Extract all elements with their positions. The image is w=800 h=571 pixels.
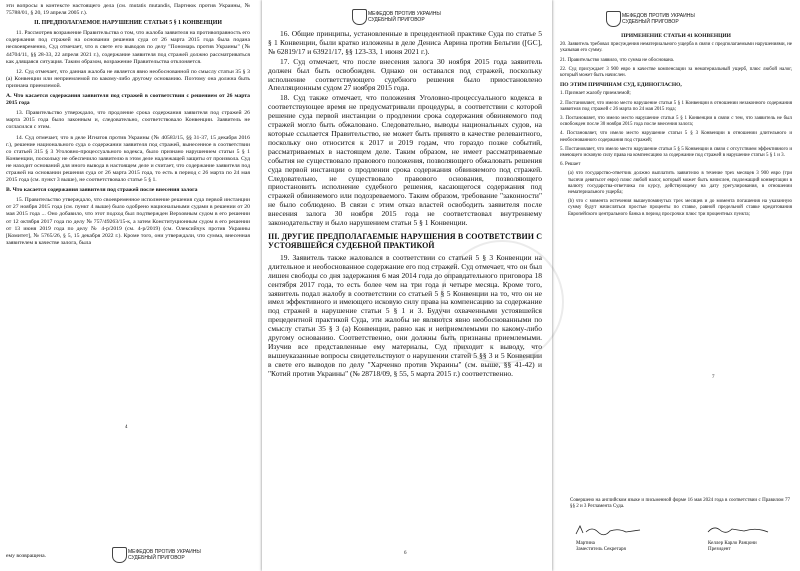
page-number: 7 — [712, 375, 715, 380]
document-page-left — [0, 0, 262, 571]
signatory-role: Заместитель Секретаря — [576, 547, 626, 552]
header-line: СУДЕБНЫЙ ПРИГОВОР — [128, 555, 185, 561]
paragraph: ему возвращена. — [6, 553, 47, 559]
paragraph: 14. Суд отмечает, что в деле Игнатов против Украины (№ 40583/15, §§ 31-37, 15 декабря 2016 г.), решение национального суда о содержании заявителя под стражей, вынесенное в соответствии со статьей 315 § 3 Уголовно-процессуального кодекса, было признано нарушением статьи 5 § 1 Конвенции, поскольку не обеспечило заявителю в этом деле надлежащей защиты от произвола. Суд не находит оснований для иного вывода в настоящем деле и считает, что содержание заявителя под стражей на основании решения суда от 26 марта 2015 года, то есть в период с 26 марта по 24 мая 2015 года (см. пункт 3 выше), не соответствовало статье 5 § 1. — [6, 134, 250, 184]
running-header — [128, 549, 201, 561]
header-line: МЕФЕДОВ ПРОТИВ УКРАИНЫ — [128, 549, 201, 555]
signatory-name: Мартина — [576, 541, 595, 546]
decision-subitem: (b) что с момента истечения вышеупомянутых трех месяцев и до момента погашения на указанную сумму будут начисляться простые проценты по ставке, равной предельной ставке кредитования Европейского центрального банка в период просрочки плюс три процентных пункта; — [568, 199, 792, 217]
paragraph: 19. Заявитель также жаловался в соответствии со статьей 5 § 3 Конвенции на длительное и необоснованное содержание его под стражей. Суд отмечает, что он был лишен свободы со дня задержания 6 мая 2014 года до оправдательного приговора 18 сентября 2017 года, то есть более чем на три года и четыре месяца. Кроме того, заявитель подал жалобу в соответствии со статьей 5 § 5 Конвенции на то, что он не имел эффективного и имеющего исковую силу права на компенсацию за содержание под стражей в нарушение статьи 5 § 1 и 3. Будучи охваченными устоявшейся прецедентной практикой Суда, эти жалобы не являются явно необоснованными по смыслу статьи 35 § 3 (a) Конвенции, равно как и неприемлемыми по какому-либо другому основанию. Соответственно, они должны быть признаны приемлемыми. Изучив все представленные ему материалы, Суд приходит к выводу, что вышеуказанные вопросы свидетельствуют о нарушении статей 5 §§ 3 и 5 Конвенции в свете его выводов по делу "Харченко против Украины" (см. выше, §§ 41-42) и "Котий против Украины" (№ 28718/09, § 55, 5 марта 2015 г.) соответственно. — [268, 252, 542, 378]
paragraph: 11. Рассмотрев возражение Правительства о том, что жалоба заявителя на противоправность его содержания под стражей на основании решения суда от 26 марта 2015 года была подана несвоевременно, Суд отмечает, что в свете его выводов по делу "Пономарь против Украины" (№ 44704/11, §§ 28-33, 22 апреля 2021 г.), содержание заявителя под стражей должно рассматриваться как длящаяся ситуация. Таким образом, возражение Правительства отклоняется. — [6, 30, 250, 65]
decision-item: 4. Постановляет, что имело место нарушение статьи 5 § 3 Конвенции в отношении длительного и необоснованного содержания под стражей; — [560, 131, 792, 143]
page-number: 6 — [404, 551, 407, 556]
subsection-heading: B. Что касается содержания заявителя под стражей после внесения залога — [6, 187, 198, 194]
paragraph: Совершено на английском языке и письменной форме 16 мая 2024 года в соответствии с Правилом 77 §§ 2 и 3 Регламента Суда. — [570, 498, 790, 510]
subsection-heading: A. Что касается содержания заявителя под стражей в соответствии с решением от 26 марта 2015 года — [6, 93, 250, 107]
paragraph: эти вопросы в контексте настоящего дела (см. mutatis mutandis, Партнюк против Украины, № 75788/01, § 20, 19 апреля 2005 г.). — [6, 3, 250, 17]
court-crest-icon — [352, 9, 367, 25]
header-line: МЕФЕДОВ ПРОТИВ УКРАИНЫ — [622, 13, 695, 19]
header-line: МЕФЕДОВ ПРОТИВ УКРАИНЫ — [368, 11, 441, 17]
signature-right-icon — [704, 524, 774, 536]
paragraph: 16. Общие принципы, установленные в прецедентной практике Суда по статье 5 § 1 Конвенции, были кратко изложены в деле Дениса Аврина против Бельгии ([GC], № 62819/17 и 63921/17, §§ 123-33, 1 июня 2021 г.). — [268, 29, 542, 56]
decision-subitem: (a) что государство-ответчик должно выплатить заявителю в течение трех месяцев 3 900 евро (три тысячи девятьсот евро) плюс любой налог, который может быть начислен, подлежащий конвертации в валюту государства-ответчика по курсу, действующему на дату урегулирования, в отношении нематериального ущерба; — [568, 171, 792, 196]
paragraph: 13. Правительство утверждало, что продление срока содержания заявителя под стражей 26 марта 2015 года было законным и, следовательно, соответствовало Конвенции. Заявитель не согласился с этим. — [6, 110, 250, 131]
paragraph: 15. Правительство утверждало, что своевременное исполнение решения суда первой инстанции от 27 ноября 2015 года (см. пункт 4 выше) было одобрено национальными судами в решении от 20 мая 2015 года ... Оно добавило, что этот подход был подтвержден Верховным судом в его решении от 12 октября 2017 года по делу № 757/49263/15-к, а затем Конституционным судом в его решении от 13 июня 2019 года по делу № 4-р/2019 (см. 4-р/2019) (см. Олексийчук против Украины [Комитет], № 5765/26, § 5, 15 декабря 2022 г.). Кроме того, они утверждали, что сумма, внесенная заявителем в качестве залога, была — [6, 197, 250, 246]
document-page-center — [262, 0, 552, 571]
decision-item: 6. Решает — [560, 162, 581, 168]
document-page-right — [552, 0, 800, 571]
court-crest-icon — [112, 547, 127, 563]
running-header — [368, 11, 441, 23]
decision-item: 1. Признает жалобу приемлемой; — [560, 91, 631, 97]
paragraph: 12. Суд отмечает, что данная жалоба не является явно необоснованной по смыслу статьи 35 § 3 (a) Конвенции или неприемлемой по какому-либо другому основанию. Поэтому она должна быть признана приемлемой. — [6, 68, 250, 89]
page-text — [268, 30, 542, 380]
paragraph: 20. Заявитель требовал присуждения нематериального ущерба в связи с предполагаемыми нарушениями, не указывая его сумму. — [560, 42, 792, 54]
paragraph: 22. Суд присуждает 3 900 евро в качестве компенсации за нематериальный ущерб, плюс любой налог, который может быть начислен. — [560, 66, 792, 79]
paragraph: 21. Правительство заявило, что сумма не обоснована. — [560, 57, 675, 63]
section-heading: II. ПРЕДПОЛАГАЕМОЕ НАРУШЕНИЕ СТАТЬИ 5 § 1 КОНВЕНЦИИ — [34, 20, 222, 27]
paragraph: 18. Суд также отмечает, что положения Уголовно-процессуального кодекса в соответствующее время не предусматривали процедуры, в соответствии с которой решение суда первой инстанции о продлении срока содержания обвиняемого под стражей могло быть обжаловано. Следовательно, выводы национальных судов, на которые ссылается Правительство, не может быть принято в качестве релевантного, поскольку оно относится к 2017 и 2019 годам, что гораздо позже событий, рассматриваемых в настоящем деле. Таким образом, не имеет рассматриваемые события не существовало правового положения, позволяющего обжаловать решения суда первой инстанции о продлении срока содержания обвиняемого под стражей. Следовательно, не существовало правового основания, позволяющего приостановить исполнение судебного решения, касающегося содержания под стражей обвиняемого или подозреваемого. Таким образом, требование "законности" не было соблюдено. В связи с этим отказ властей освободить заявителя после внесения залога 30 ноября 2015 года не соответствовал внутреннему законодательству и было нарушением статьи 5 § 1 Конвенции. — [268, 93, 542, 228]
section-heading: ПО ЭТИМ ПРИЧИНАМ СУД, ЕДИНОГЛАСНО, — [560, 82, 682, 89]
section-heading: III. ДРУГИЕ ПРЕДПОЛАГАЕМЫЕ НАРУШЕНИЯ В СООТВЕТСТВИИ С УСТОЯВШЕЙСЯ СУДЕБНОЙ ПРАКТИКОЙ — [268, 231, 542, 250]
page-text — [560, 30, 792, 221]
section-heading: ПРИМЕНЕНИЕ СТАТЬИ 41 КОНВЕНЦИИ — [621, 33, 731, 39]
page-text — [6, 3, 250, 250]
page-text-bottom — [6, 553, 106, 563]
header-line: СУДЕБНЫЙ ПРИГОВОР — [368, 17, 425, 23]
signature-left-icon — [574, 524, 644, 536]
decision-item: 5. Постановляет, что имело место нарушение статьи 5 § 5 Конвенции в связи с отсутствием эффективного и имеющего исковую силу права на компенсацию за содержание под стражей в нарушение статьи 5 § 1 и 3. — [560, 146, 792, 159]
header-line: СУДЕБНЫЙ ПРИГОВОР — [622, 19, 679, 25]
decision-item: 2. Постановляет, что имело место нарушение статьи 5 § 1 Конвенции в отношении незаконного содержания заявителя под стражей с 26 марта по 24 мая 2015 года; — [560, 100, 792, 112]
running-header — [622, 13, 695, 25]
closing-text — [570, 498, 790, 513]
decision-item: 3. Постановляет, что имело место нарушение статьи 5 § 1 Конвенции в связи с тем, что заявитель не был освобожден после 30 ноября 2015 года после внесения залога; — [560, 116, 792, 128]
court-crest-icon — [606, 11, 621, 27]
paragraph: 17. Суд отмечает, что после внесения залога 30 ноября 2015 года заявитель должен был быть освобожден. Однако он оставался под стражей, поскольку исполнение соответствующего судебного решения было приостановлено Апелляционным судом 27 ноября 2015 года. — [268, 56, 542, 93]
signatory-right — [708, 541, 757, 553]
page-number: 4 — [125, 425, 128, 430]
signatory-role: Президент — [708, 547, 731, 552]
signatory-left — [576, 541, 626, 553]
signatory-name: Келлер Карло Ранцони — [708, 541, 757, 546]
